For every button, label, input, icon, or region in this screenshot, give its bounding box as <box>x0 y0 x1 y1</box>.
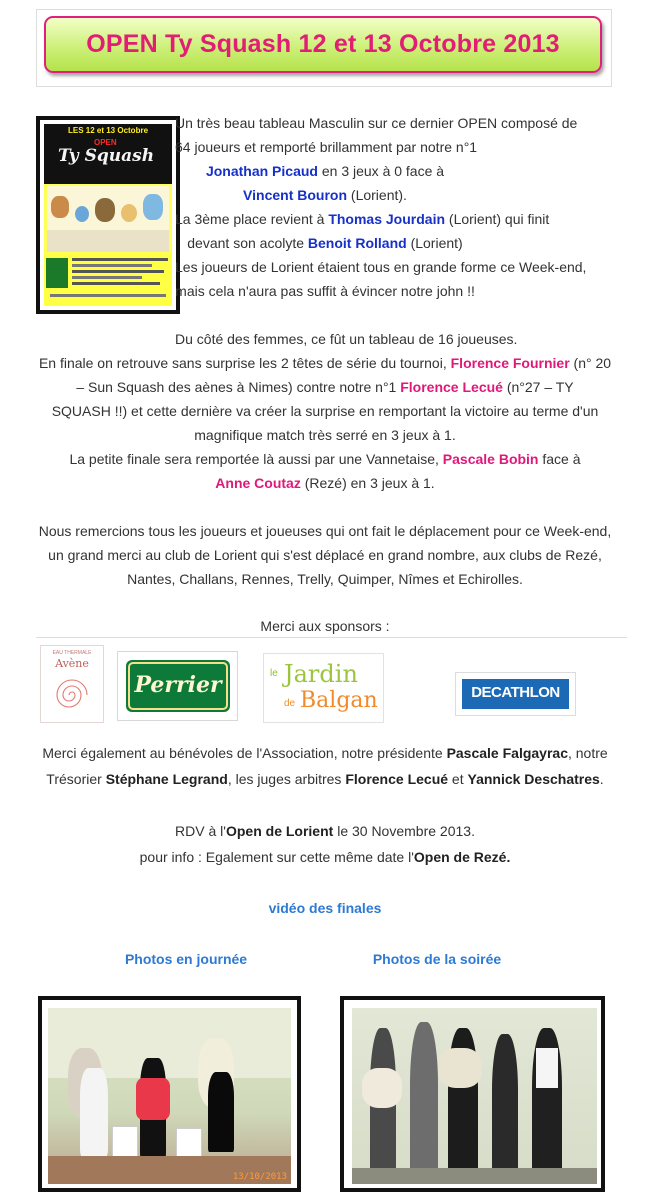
sponsors-heading: Merci aux sponsors : <box>260 618 390 634</box>
men-line-3: Jonathan Picaud en 3 jeux à 0 face à <box>205 163 445 179</box>
sponsors-divider <box>36 637 627 638</box>
thanks-line-3: Nantes, Challans, Rennes, Trelly, Quimper, Nîmes et Echirolles. <box>127 571 523 587</box>
photo-day <box>48 1008 291 1184</box>
photos-day-link[interactable]: Photos en journée <box>124 951 248 967</box>
judge-2-name: Yannick Deschatres <box>467 771 600 787</box>
men-line-5: La 3ème place revient à Thomas Jourdain (Lorient) qui finit <box>175 211 550 227</box>
judge-1-name: Florence Lecué <box>345 771 449 787</box>
thanks-line-2: un grand merci au club de Lorient qui s'est déplacé en grand nombre, aux clubs de Rezé, <box>48 547 602 563</box>
third-place-name: Thomas Jourdain <box>328 211 446 227</box>
men-line-6: devant son acolyte Benoit Rolland (Lorient) <box>187 235 463 251</box>
decathlon-logo: DECATHLON <box>455 672 576 716</box>
page-title: OPEN Ty Squash 12 et 13 Octobre 2013 <box>86 30 560 58</box>
poster-open: OPEN <box>94 138 117 147</box>
women-finalist-1: Florence Fournier <box>450 355 570 371</box>
jardin-de-balgan-logo: le Jardin de Balgan <box>263 653 384 723</box>
rdv-line-1: RDV à l'Open de Lorient le 30 Novembre 2013. <box>175 823 475 839</box>
women-line-6: La petite finale sera remportée là aussi par une Vannetaise, Pascale Bobin face à <box>69 451 581 467</box>
rdv-line-2: pour info : Egalement sur cette même date l'Open de Rezé. <box>139 849 511 865</box>
photo-evening-frame[interactable] <box>340 996 605 1192</box>
event-open-lorient: Open de Lorient <box>225 823 334 839</box>
photo-evening <box>352 1008 597 1184</box>
women-line-7: Anne Coutaz (Rezé) en 3 jeux à 1. <box>215 475 435 491</box>
poster-brand: Ty Squash <box>58 146 155 166</box>
video-finals-link[interactable]: vidéo des finales <box>268 900 382 916</box>
thanks-line-1: Nous remercions tous les joueurs et joueuses qui ont fait le déplacement pour ce Week-end, <box>38 523 612 539</box>
men-line-2: 64 joueurs et remporté brillamment par notre n°1 <box>175 139 478 155</box>
perrier-logo: Perrier <box>117 651 238 721</box>
men-line-1: Un très beau tableau Masculin sur ce dernier OPEN composé de <box>175 115 578 131</box>
women-line-3: – Sun Squash des aènes à Nimes) contre notre n°1 Florence Lecué (n°27 – TY <box>76 379 574 395</box>
women-winner: Florence Lecué <box>400 379 503 395</box>
finalist-name: Vincent Bouron <box>243 187 348 203</box>
avene-swirl-icon <box>52 674 92 716</box>
photo-day-frame[interactable] <box>38 996 301 1192</box>
women-line-1: Du côté des femmes, ce fût un tableau de 16 joueuses. <box>175 331 518 347</box>
men-line-4: Vincent Bouron (Lorient). <box>243 187 407 203</box>
volunteers-line-2: Trésorier Stéphane Legrand, les juges arbitres Florence Lecué et Yannick Deschatres. <box>46 771 604 787</box>
fourth-place-name: Benoit Rolland <box>307 235 407 251</box>
women-line-4: SQUASH !!) et cette dernière va créer la surprise en remportant la victoire au terme d'un <box>51 403 599 419</box>
volunteers-line-1: Merci également au bénévoles de l'Association, notre présidente Pascale Falgayrac, notre <box>42 745 608 761</box>
photos-evening-link[interactable]: Photos de la soirée <box>372 951 502 967</box>
men-line-8: mais cela n'aura pas suffit à évincer notre john !! <box>175 283 475 299</box>
women-line-2: En finale on retrouve sans surprise les 2 têtes de série du tournoi, Florence Fournier (n° 20 <box>38 355 612 371</box>
poster-header: LES 12 et 13 Octobre <box>67 126 149 135</box>
event-open-reze: Open de Rezé. <box>413 849 511 865</box>
treasurer-name: Stéphane Legrand <box>105 771 228 787</box>
avene-logo: EAU THERMALE Avène <box>40 645 104 723</box>
men-line-7: Les joueurs de Lorient étaient tous en grande forme ce Week-end, <box>175 259 587 275</box>
winner-name: Jonathan Picaud <box>205 163 318 179</box>
president-name: Pascale Falgayrac <box>446 745 568 761</box>
photo-day-timestamp: 13/10/2013 <box>232 1172 287 1182</box>
women-fourth-place: Anne Coutaz <box>215 475 301 491</box>
women-line-5: magnifique match très serré en 3 jeux à 1. <box>194 427 456 443</box>
women-third-place: Pascale Bobin <box>442 451 539 467</box>
